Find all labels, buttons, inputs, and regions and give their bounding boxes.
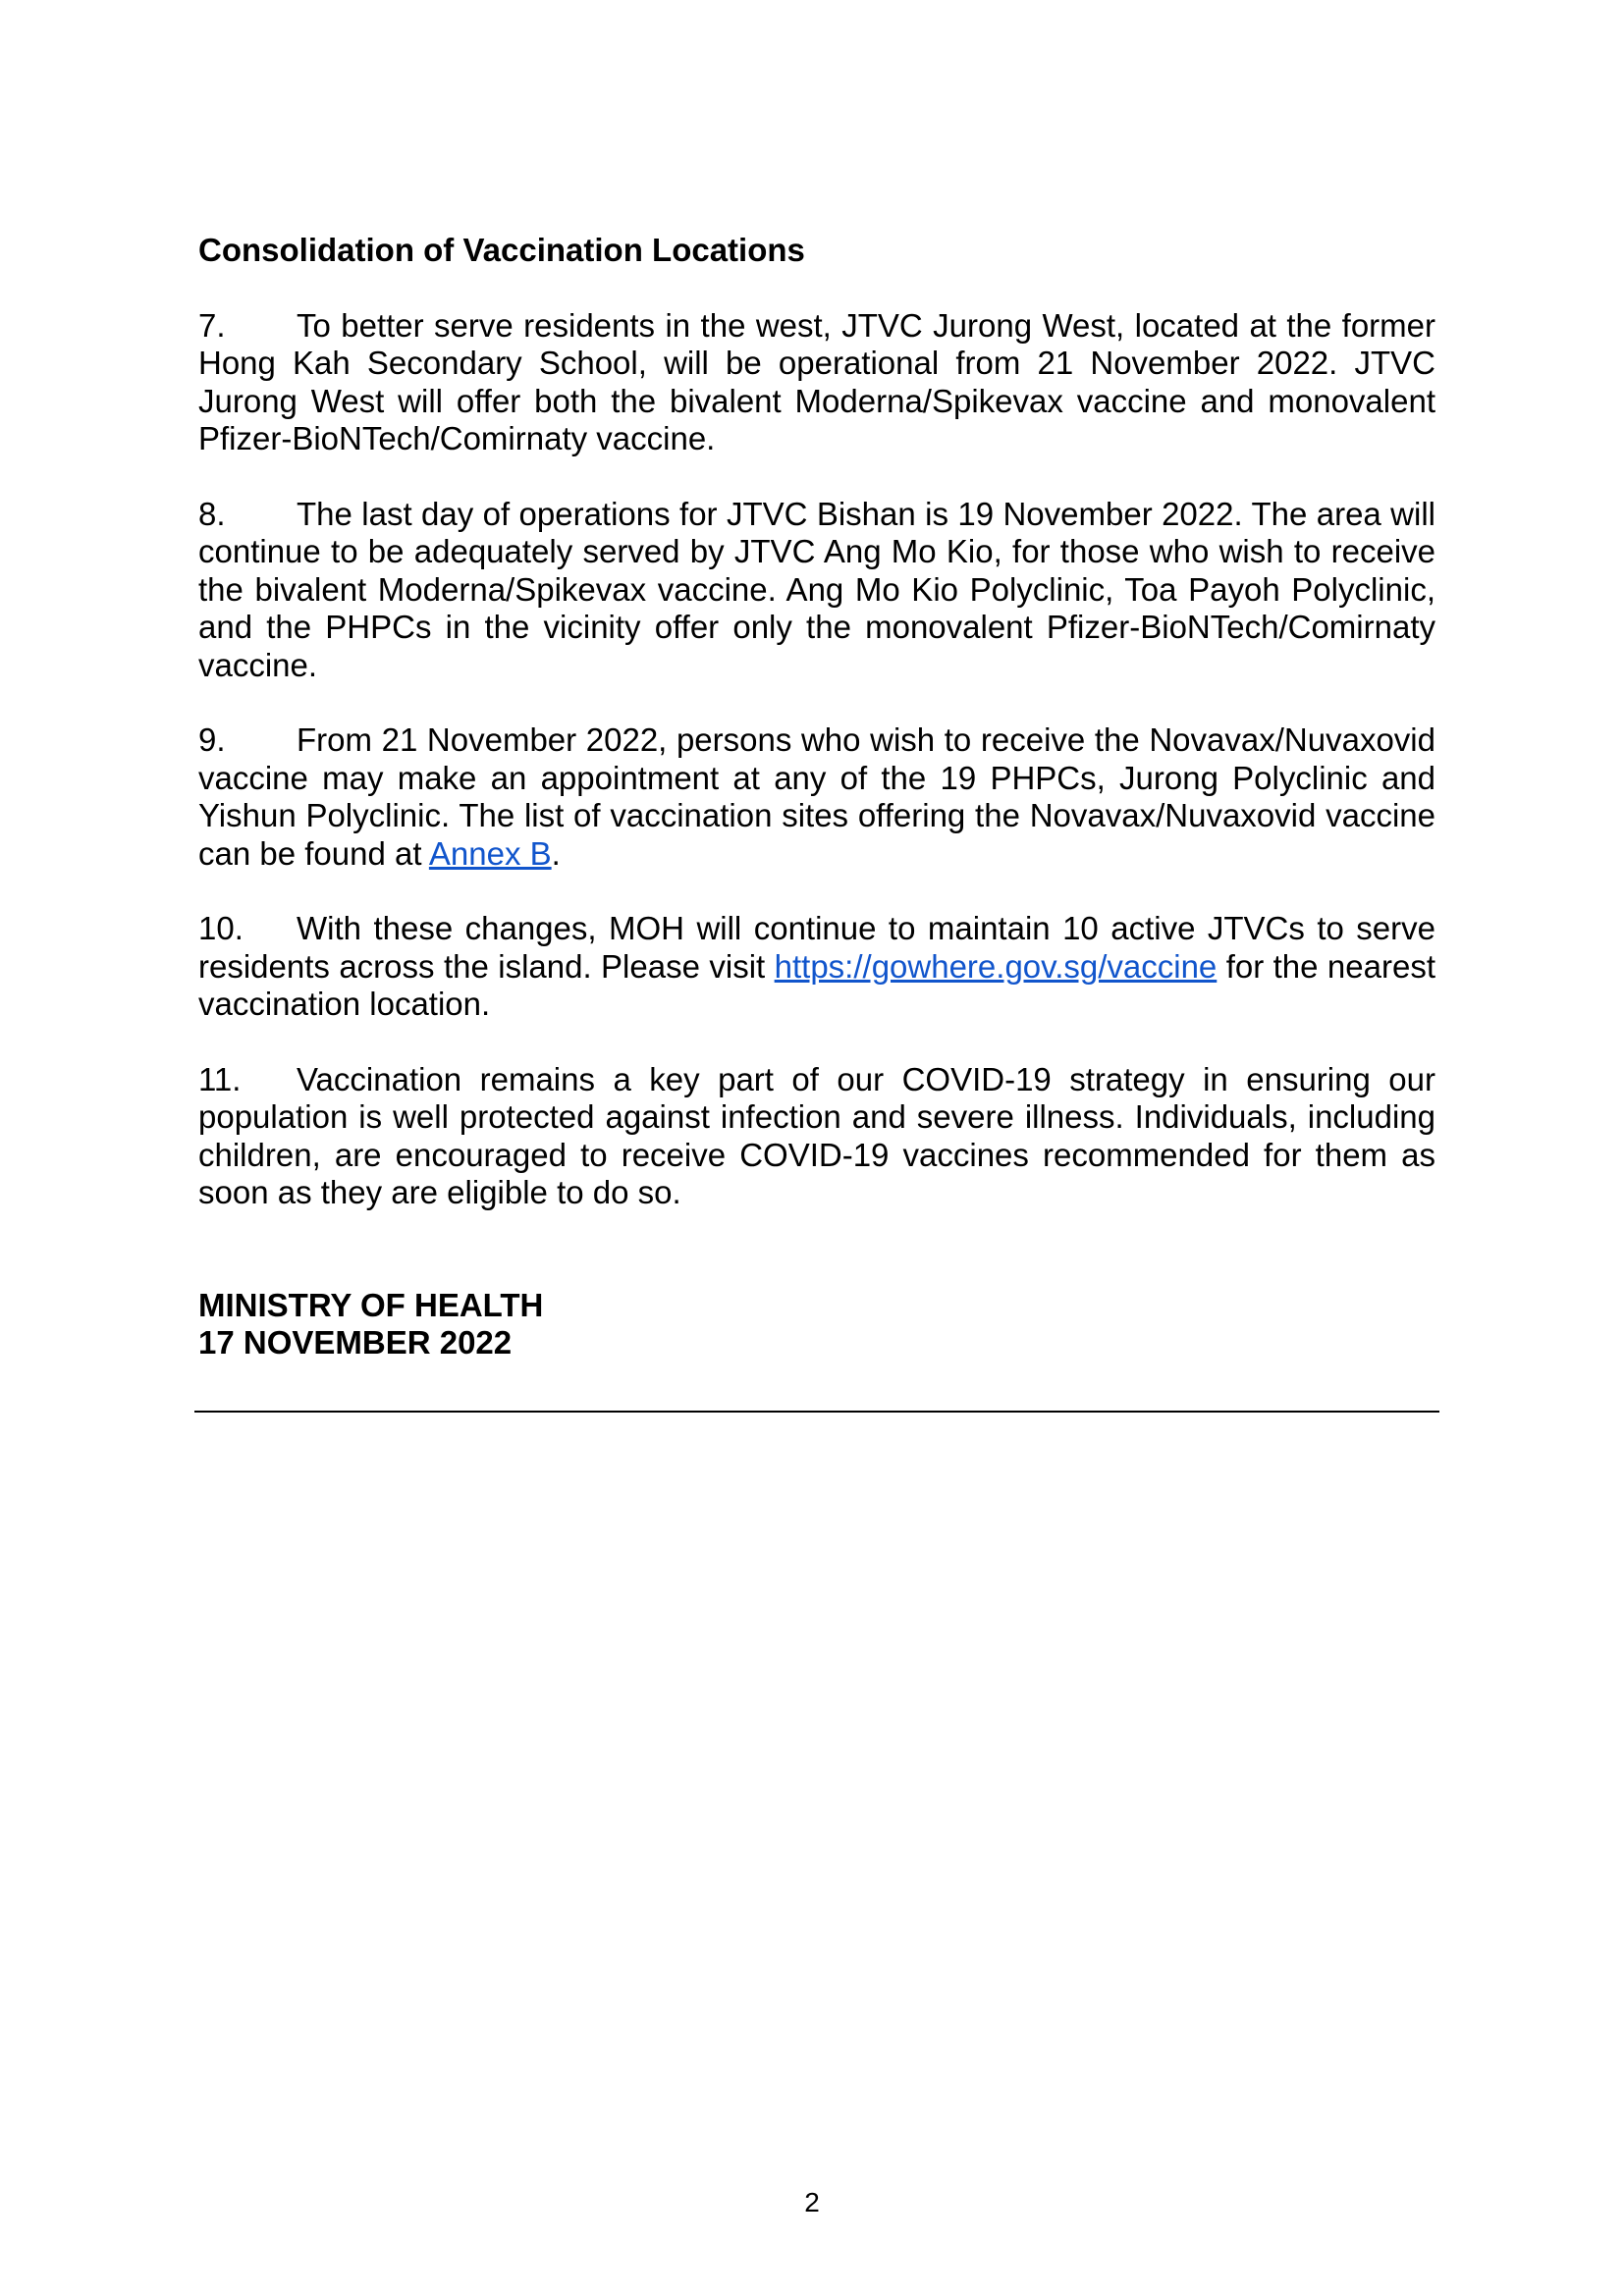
- paragraph-number: 11.: [198, 1060, 242, 1097]
- paragraph-text: The last day of operations for JTVC Bishan is 19 November 2022. The area will continue to be adequately served by JTVC Ang Mo Kio, for those who wish to receive the bivalent Moderna/Spikevax vaccine. Ang Mo Kio Polyclinic, Toa Payoh Polyclinic, and the PHPCs in the vicinity offer only the monovalent Pfizer-BioNTech/Comirnaty vaccine.: [198, 495, 1435, 683]
- paragraph-text: With these changes, MOH will continue to maintain 10 active JTVCs to serve residents across the island. Please visit: [198, 910, 1435, 985]
- paragraph-number: 10.: [198, 910, 244, 946]
- signoff-block: [198, 1287, 1435, 1362]
- annex-b-link[interactable]: Annex B: [428, 834, 552, 872]
- signoff-date: 17 NOVEMBER 2022: [198, 1324, 513, 1361]
- paragraph-7: [198, 307, 1435, 458]
- gowhere-vaccine-link[interactable]: https://gowhere.gov.sg/vaccine: [774, 947, 1218, 985]
- document-body: [198, 232, 1435, 1362]
- paragraph-9: [198, 721, 1435, 873]
- paragraph-text: From 21 November 2022, persons who wish to receive the Novavax/Nuvaxovid vaccine may make an appointment at any of the 19 PHPCs, Jurong Polyclinic and Yishun Polyclinic. The list of vaccination sites offering the Novavax/Nuvaxovid vaccine can be found at: [198, 721, 1435, 872]
- signoff-organization: MINISTRY OF HEALTH: [198, 1286, 544, 1323]
- paragraph-text: To better serve residents in the west, JTVC Jurong West, located at the former Hong Kah Secondary School, will be operational from 21 November 2022. JTVC Jurong West will offer both the bivalent Moderna/Spikevax vaccine and monovalent Pfizer-BioNTech/Comirnaty vaccine.: [198, 306, 1435, 456]
- paragraph-11: [198, 1061, 1435, 1212]
- paragraph-8: [198, 496, 1435, 685]
- paragraph-10: [198, 910, 1435, 1024]
- horizontal-rule: [194, 1411, 1439, 1413]
- paragraph-number: 9.: [198, 721, 226, 758]
- paragraph-number: 7.: [198, 306, 226, 344]
- paragraph-text-end: for the nearest vaccination location.: [198, 947, 1436, 1022]
- paragraph-text-end: .: [551, 834, 561, 872]
- paragraph-number: 8.: [198, 495, 226, 532]
- paragraph-text: Vaccination remains a key part of our COVID-19 strategy in ensuring our population is well protected against infection and severe illness. Individuals, including children, are encouraged to receive COVID-19 vaccines recommended for them as soon as they are eligible to do so.: [198, 1060, 1435, 1210]
- section-heading: Consolidation of Vaccination Locations: [198, 232, 805, 268]
- page-number: 2: [804, 2187, 820, 2217]
